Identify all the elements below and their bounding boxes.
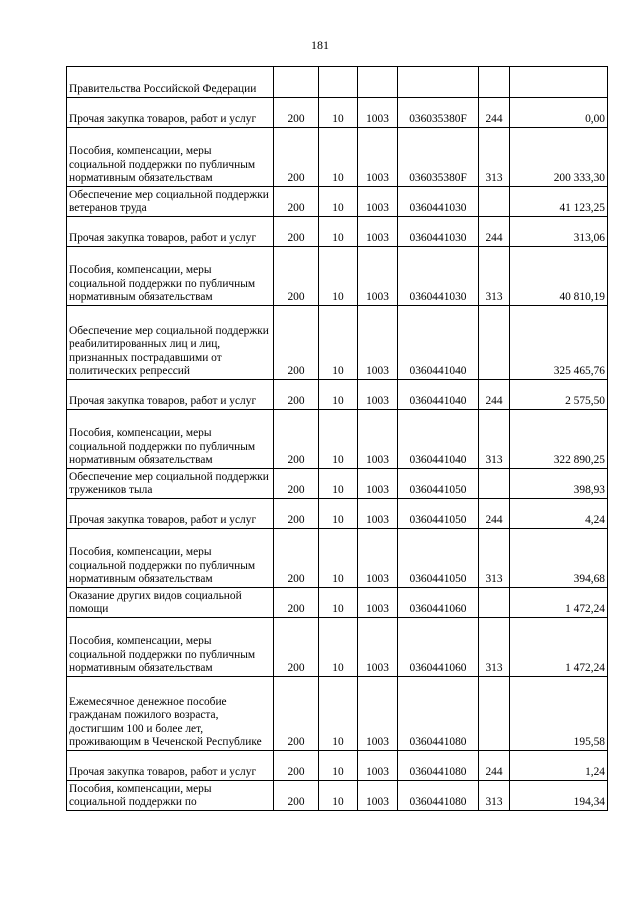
ministry-code-cell: 200 [274, 529, 319, 588]
ministry-code-cell [274, 67, 319, 98]
ministry-code-cell: 200 [274, 618, 319, 677]
amount-cell: 41 123,25 [510, 187, 608, 217]
expense-type-cell: 244 [479, 98, 510, 128]
subsection-code-cell: 1003 [358, 306, 398, 380]
table-row [67, 187, 608, 217]
item-name-cell: Пособия, компенсации, меры социальной поддержки по публичным нормативным обязательствам [67, 410, 274, 469]
target-article-cell: 036035380F [398, 98, 479, 128]
expense-type-cell: 313 [479, 247, 510, 306]
section-code-cell: 10 [319, 588, 358, 618]
expense-type-cell: 244 [479, 380, 510, 410]
item-name-cell: Обеспечение мер социальной поддержки тружеников тыла [67, 469, 274, 499]
table-row [67, 781, 608, 811]
expense-type-cell [479, 588, 510, 618]
expense-type-cell: 313 [479, 529, 510, 588]
amount-cell: 200 333,30 [510, 128, 608, 187]
expense-type-cell [479, 469, 510, 499]
table-row [67, 469, 608, 499]
section-code-cell: 10 [319, 410, 358, 469]
ministry-code-cell: 200 [274, 306, 319, 380]
table-row [67, 410, 608, 469]
subsection-code-cell: 1003 [358, 499, 398, 529]
subsection-code-cell: 1003 [358, 618, 398, 677]
item-name-cell: Прочая закупка товаров, работ и услуг [67, 98, 274, 128]
expense-type-cell [479, 187, 510, 217]
expense-type-cell: 313 [479, 618, 510, 677]
ministry-code-cell: 200 [274, 128, 319, 187]
table-row [67, 677, 608, 751]
table-row [67, 247, 608, 306]
item-name-cell: Прочая закупка товаров, работ и услуг [67, 380, 274, 410]
expense-type-cell [479, 677, 510, 751]
expense-type-cell [479, 67, 510, 98]
item-name-cell: Прочая закупка товаров, работ и услуг [67, 217, 274, 247]
table-row [67, 128, 608, 187]
item-name-cell: Пособия, компенсации, меры социальной поддержки по публичным нормативным обязательствам [67, 128, 274, 187]
ministry-code-cell: 200 [274, 98, 319, 128]
item-name-cell: Обеспечение мер социальной поддержки реабилитированных лиц и лиц, признанных пострадавшими от политических репрессий [67, 306, 274, 380]
subsection-code-cell: 1003 [358, 128, 398, 187]
section-code-cell [319, 67, 358, 98]
section-code-cell: 10 [319, 380, 358, 410]
table-row [67, 751, 608, 781]
section-code-cell: 10 [319, 677, 358, 751]
section-code-cell: 10 [319, 618, 358, 677]
item-name-cell: Пособия, компенсации, меры социальной поддержки по публичным нормативным обязательствам [67, 618, 274, 677]
ministry-code-cell: 200 [274, 469, 319, 499]
table-row [67, 306, 608, 380]
amount-cell: 325 465,76 [510, 306, 608, 380]
section-code-cell: 10 [319, 247, 358, 306]
target-article-cell: 0360441030 [398, 247, 479, 306]
subsection-code-cell: 1003 [358, 187, 398, 217]
subsection-code-cell: 1003 [358, 781, 398, 811]
target-article-cell: 0360441040 [398, 380, 479, 410]
target-article-cell: 0360441080 [398, 781, 479, 811]
table-row [67, 499, 608, 529]
item-name-cell: Пособия, компенсации, меры социальной поддержки по публичным нормативным обязательствам [67, 247, 274, 306]
ministry-code-cell: 200 [274, 380, 319, 410]
section-code-cell: 10 [319, 751, 358, 781]
section-code-cell: 10 [319, 781, 358, 811]
amount-cell: 0,00 [510, 98, 608, 128]
expense-type-cell: 244 [479, 499, 510, 529]
target-article-cell: 0360441080 [398, 677, 479, 751]
ministry-code-cell: 200 [274, 410, 319, 469]
budget-table [66, 66, 608, 811]
table-body [67, 67, 608, 811]
ministry-code-cell: 200 [274, 677, 319, 751]
item-name-cell: Пособия, компенсации, меры социальной поддержки по публичным нормативным обязательствам [67, 529, 274, 588]
target-article-cell: 0360441080 [398, 751, 479, 781]
target-article-cell [398, 67, 479, 98]
subsection-code-cell: 1003 [358, 410, 398, 469]
table-row [67, 217, 608, 247]
amount-cell: 1 472,24 [510, 618, 608, 677]
section-code-cell: 10 [319, 306, 358, 380]
section-code-cell: 10 [319, 529, 358, 588]
expense-type-cell [479, 306, 510, 380]
subsection-code-cell: 1003 [358, 98, 398, 128]
target-article-cell: 0360441040 [398, 410, 479, 469]
subsection-code-cell: 1003 [358, 677, 398, 751]
subsection-code-cell: 1003 [358, 247, 398, 306]
amount-cell: 313,06 [510, 217, 608, 247]
table-row [67, 67, 608, 98]
page-number: 181 [311, 38, 329, 52]
expense-type-cell: 244 [479, 751, 510, 781]
subsection-code-cell: 1003 [358, 588, 398, 618]
expense-type-cell: 313 [479, 128, 510, 187]
expense-type-cell: 313 [479, 781, 510, 811]
table-row [67, 380, 608, 410]
item-name-cell: Прочая закупка товаров, работ и услуг [67, 751, 274, 781]
table-row [67, 529, 608, 588]
subsection-code-cell: 1003 [358, 217, 398, 247]
target-article-cell: 0360441050 [398, 529, 479, 588]
ministry-code-cell: 200 [274, 781, 319, 811]
section-code-cell: 10 [319, 128, 358, 187]
section-code-cell: 10 [319, 187, 358, 217]
subsection-code-cell: 1003 [358, 380, 398, 410]
target-article-cell: 0360441030 [398, 187, 479, 217]
subsection-code-cell [358, 67, 398, 98]
ministry-code-cell: 200 [274, 499, 319, 529]
amount-cell: 194,34 [510, 781, 608, 811]
amount-cell: 40 810,19 [510, 247, 608, 306]
amount-cell: 195,58 [510, 677, 608, 751]
amount-cell [510, 67, 608, 98]
ministry-code-cell: 200 [274, 751, 319, 781]
section-code-cell: 10 [319, 217, 358, 247]
ministry-code-cell: 200 [274, 217, 319, 247]
amount-cell: 398,93 [510, 469, 608, 499]
ministry-code-cell: 200 [274, 187, 319, 217]
section-code-cell: 10 [319, 98, 358, 128]
amount-cell: 2 575,50 [510, 380, 608, 410]
section-code-cell: 10 [319, 469, 358, 499]
item-name-cell: Ежемесячное денежное пособие гражданам пожилого возраста, достигшим 100 и более лет, проживающим в Чеченской Республике [67, 677, 274, 751]
amount-cell: 4,24 [510, 499, 608, 529]
expense-type-cell: 313 [479, 410, 510, 469]
ministry-code-cell: 200 [274, 588, 319, 618]
section-code-cell: 10 [319, 499, 358, 529]
subsection-code-cell: 1003 [358, 529, 398, 588]
amount-cell: 322 890,25 [510, 410, 608, 469]
amount-cell: 1 472,24 [510, 588, 608, 618]
item-name-cell: Обеспечение мер социальной поддержки ветеранов труда [67, 187, 274, 217]
target-article-cell: 0360441060 [398, 588, 479, 618]
table-row [67, 98, 608, 128]
item-name-cell: Оказание других видов социальной помощи [67, 588, 274, 618]
amount-cell: 394,68 [510, 529, 608, 588]
target-article-cell: 0360441050 [398, 469, 479, 499]
table-row [67, 618, 608, 677]
expense-type-cell: 244 [479, 217, 510, 247]
subsection-code-cell: 1003 [358, 751, 398, 781]
subsection-code-cell: 1003 [358, 469, 398, 499]
ministry-code-cell: 200 [274, 247, 319, 306]
target-article-cell: 0360441040 [398, 306, 479, 380]
target-article-cell: 036035380F [398, 128, 479, 187]
amount-cell: 1,24 [510, 751, 608, 781]
target-article-cell: 0360441050 [398, 499, 479, 529]
item-name-cell: Правительства Российской Федерации [67, 67, 274, 98]
table-row [67, 588, 608, 618]
target-article-cell: 0360441060 [398, 618, 479, 677]
target-article-cell: 0360441030 [398, 217, 479, 247]
item-name-cell: Прочая закупка товаров, работ и услуг [67, 499, 274, 529]
item-name-cell: Пособия, компенсации, меры социальной поддержки по [67, 781, 274, 811]
